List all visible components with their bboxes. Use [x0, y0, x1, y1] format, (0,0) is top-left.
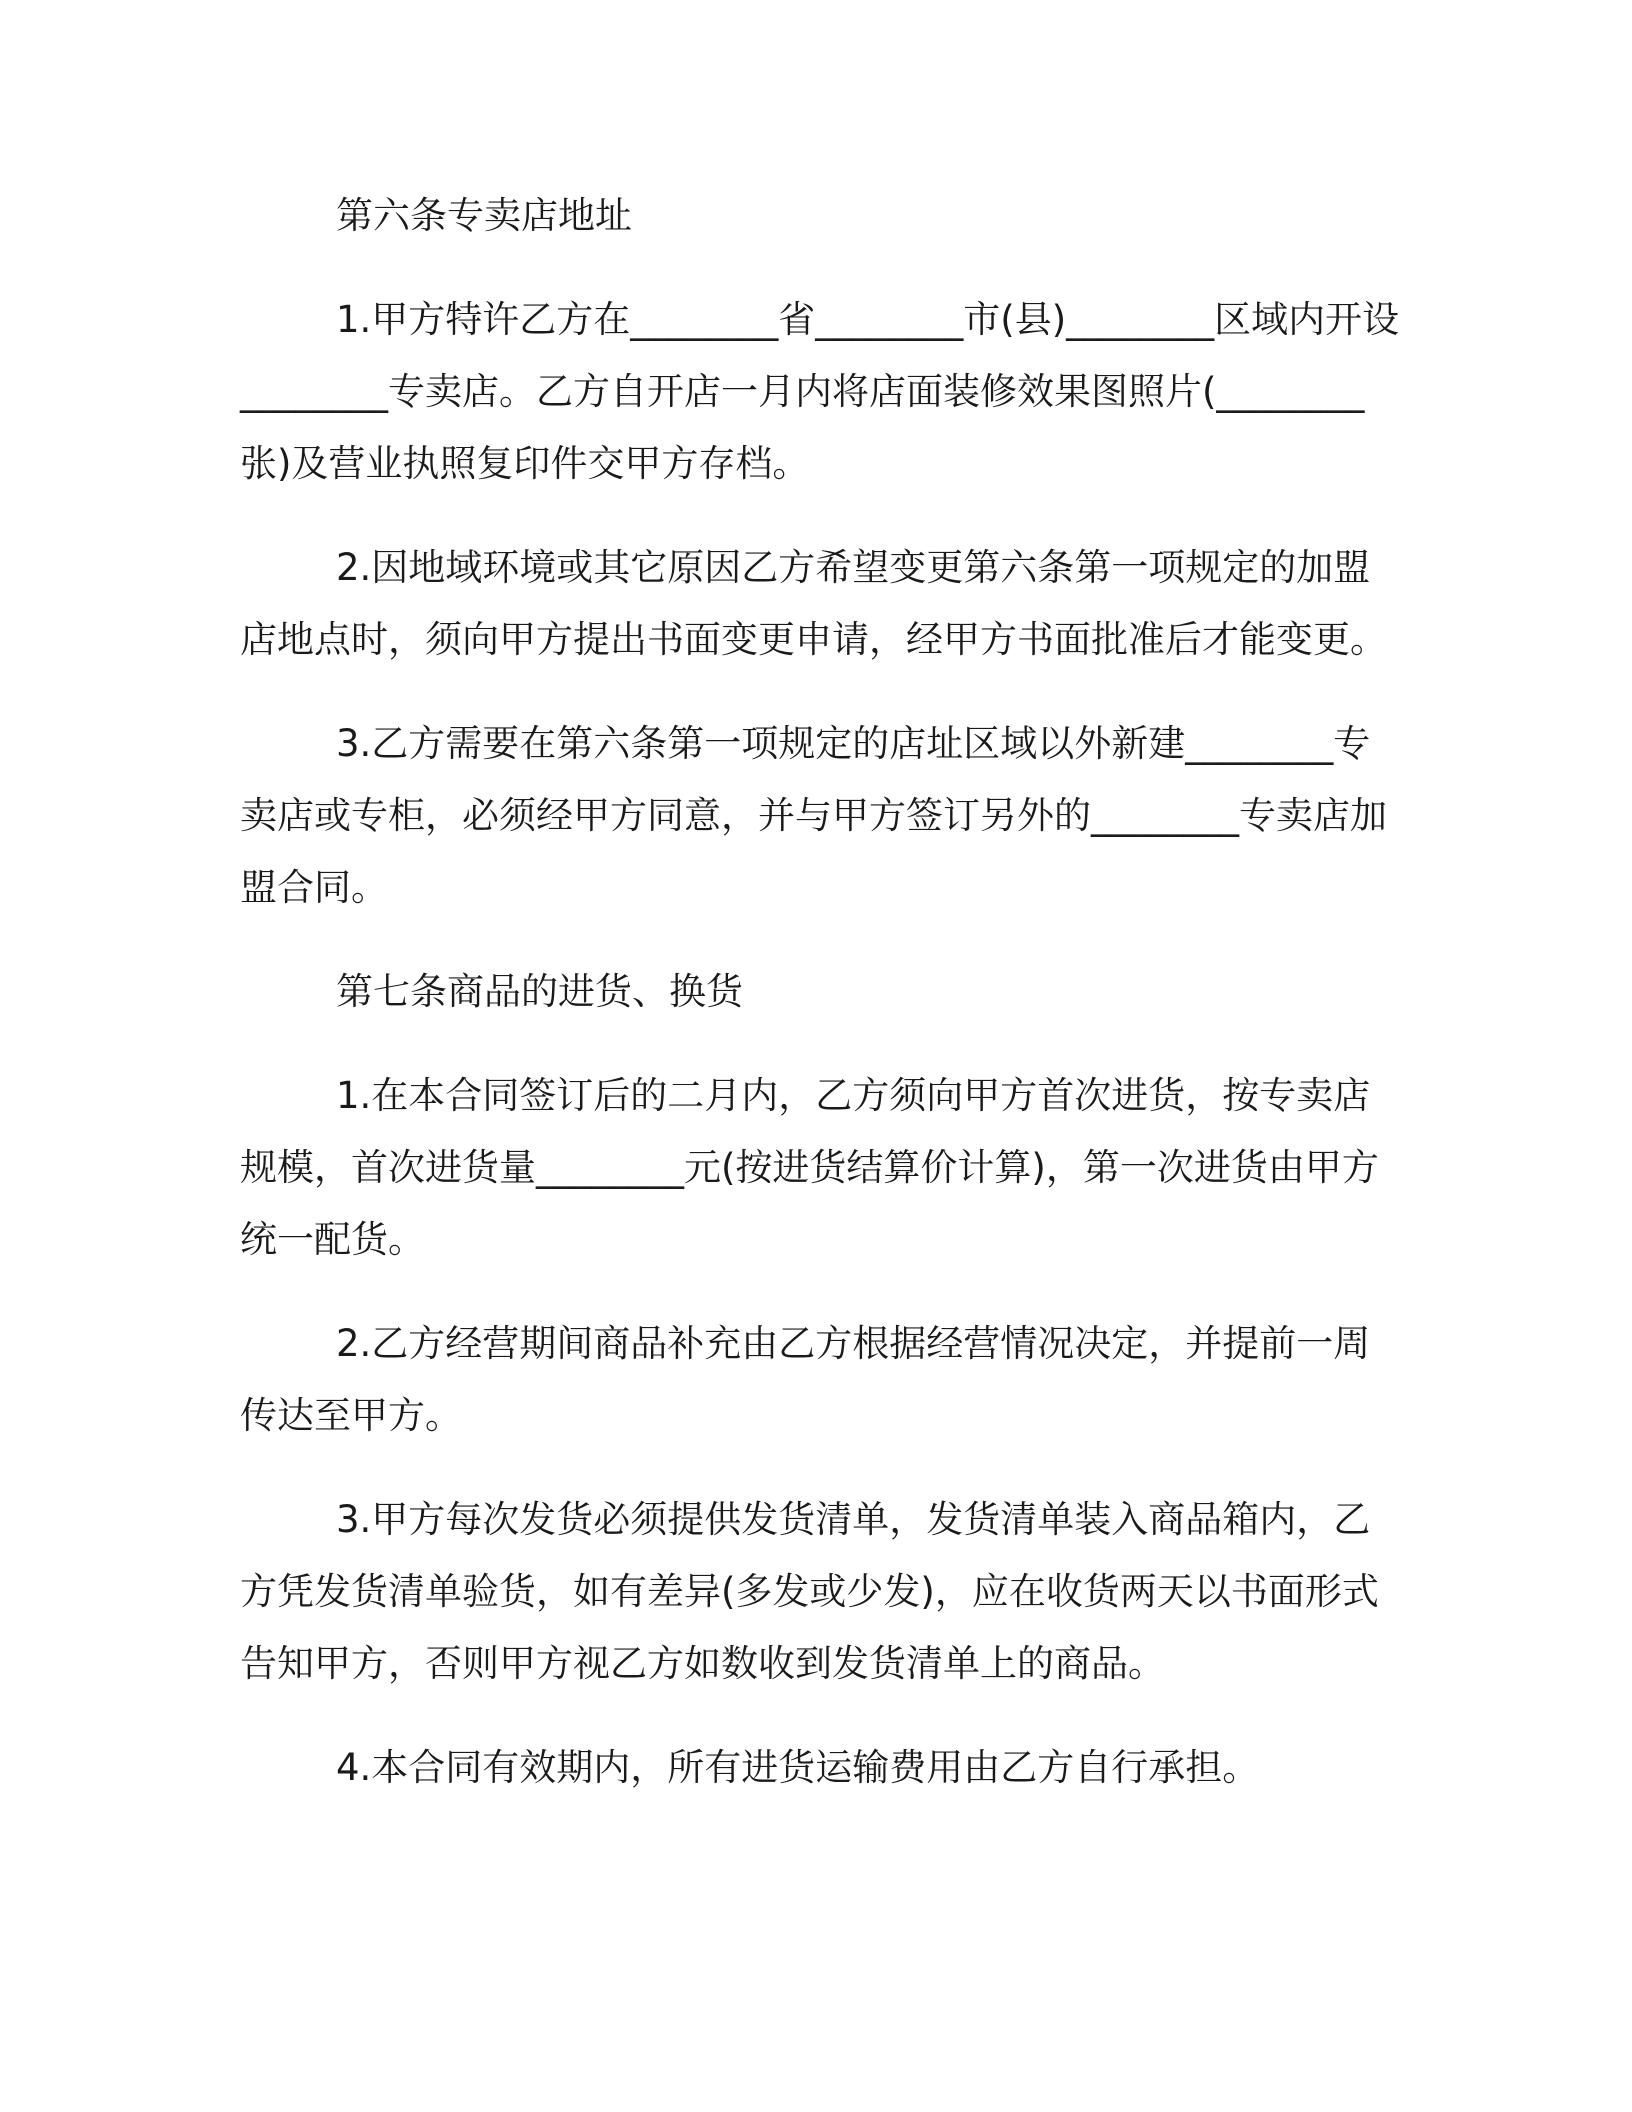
section-6-heading: 第六条专卖店地址 — [336, 194, 632, 237]
section-6-clause-2: 2.因地域环境或其它原因乙方希望变更第六条第一项规定的加盟店地点时，须向甲方提出书面变更申请，经甲方书面批准后才能变更。 — [240, 546, 1387, 661]
section-6-clause-3: 3.乙方需要在第六条第一项规定的店址区域以外新建________专卖店或专柜，必须经甲方同意，并与甲方签订另外的________专卖店加盟合同。 — [240, 722, 1387, 909]
section-7-clause-3: 3.甲方每次发货必须提供发货清单，发货清单装入商品箱内，乙方凭发货清单验货，如有差异(多发或少发)，应在收货两天以书面形式告知甲方，否则甲方视乙方如数收到发货清单上的商品。 — [240, 1498, 1379, 1685]
section-6-clause-1: 1.甲方特许乙方在________省________市(县)________区域内开设________专卖店。乙方自开店一月内将店面装修效果图照片(________张)及营业执照复印件交甲方存档。 — [240, 298, 1400, 485]
section-7-heading: 第七条商品的进货、换货 — [336, 970, 743, 1013]
document-body — [240, 180, 1400, 1836]
section-7-clause-1: 1.在本合同签订后的二月内，乙方须向甲方首次进货，按专卖店规模，首次进货量________元(按进货结算价计算)，第一次进货由甲方统一配货。 — [240, 1074, 1379, 1261]
section-7-clause-2: 2.乙方经营期间商品补充由乙方根据经营情况决定，并提前一周传达至甲方。 — [240, 1322, 1371, 1437]
section-7-clause-4: 4.本合同有效期内，所有进货运输费用由乙方自行承担。 — [336, 1746, 1260, 1789]
